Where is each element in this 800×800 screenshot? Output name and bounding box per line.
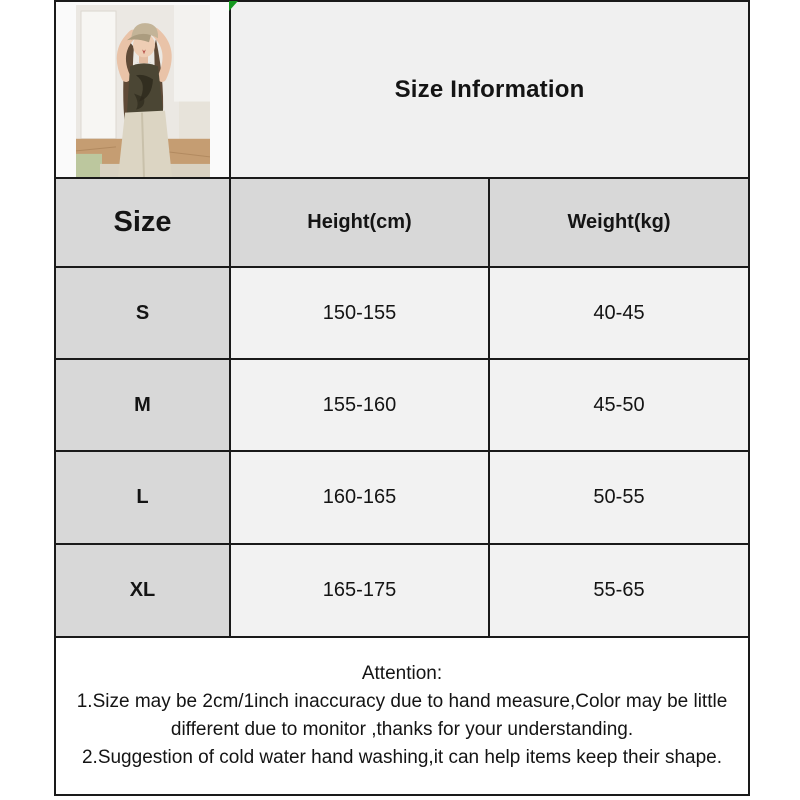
sheet-title: Size Information [394, 75, 585, 103]
table-row-m [55, 359, 749, 451]
size-label: S [55, 267, 230, 359]
header-height: Height(cm) [230, 178, 489, 267]
size-label: L [55, 451, 230, 544]
table-row-xl [55, 544, 749, 637]
attention-note-1a: 1.Size may be 2cm/1inch inaccuracy due to hand measure,Color may be little [76, 691, 728, 712]
size-table [54, 0, 750, 796]
attention-notes [55, 637, 749, 795]
weight-value: 45-50 [489, 359, 749, 451]
height-value: 155-160 [230, 359, 489, 451]
table-row-s [55, 267, 749, 359]
photo-title-row [55, 1, 749, 178]
green-corner-mark [229, 1, 238, 11]
height-value: 165-175 [230, 544, 489, 637]
product-photo [76, 5, 210, 177]
attention-note-1b: different due to monitor ,thanks for your understanding. [170, 719, 634, 740]
attention-note-2: 2.Suggestion of cold water hand washing,it can help items keep their shape. [81, 747, 723, 768]
weight-value: 55-65 [489, 544, 749, 637]
weight-value: 50-55 [489, 451, 749, 544]
weight-value: 40-45 [489, 267, 749, 359]
header-size: Size [55, 178, 230, 267]
product-photo-illustration [76, 5, 210, 177]
attention-row [55, 637, 749, 795]
attention-heading: Attention: [361, 663, 443, 684]
product-photo-cell [55, 1, 230, 178]
size-label: M [55, 359, 230, 451]
height-value: 150-155 [230, 267, 489, 359]
size-label: XL [55, 544, 230, 637]
header-weight: Weight(kg) [489, 178, 749, 267]
height-value: 160-165 [230, 451, 489, 544]
sheet-title-cell [230, 1, 749, 178]
table-row-l [55, 451, 749, 544]
table-header-row [55, 178, 749, 267]
